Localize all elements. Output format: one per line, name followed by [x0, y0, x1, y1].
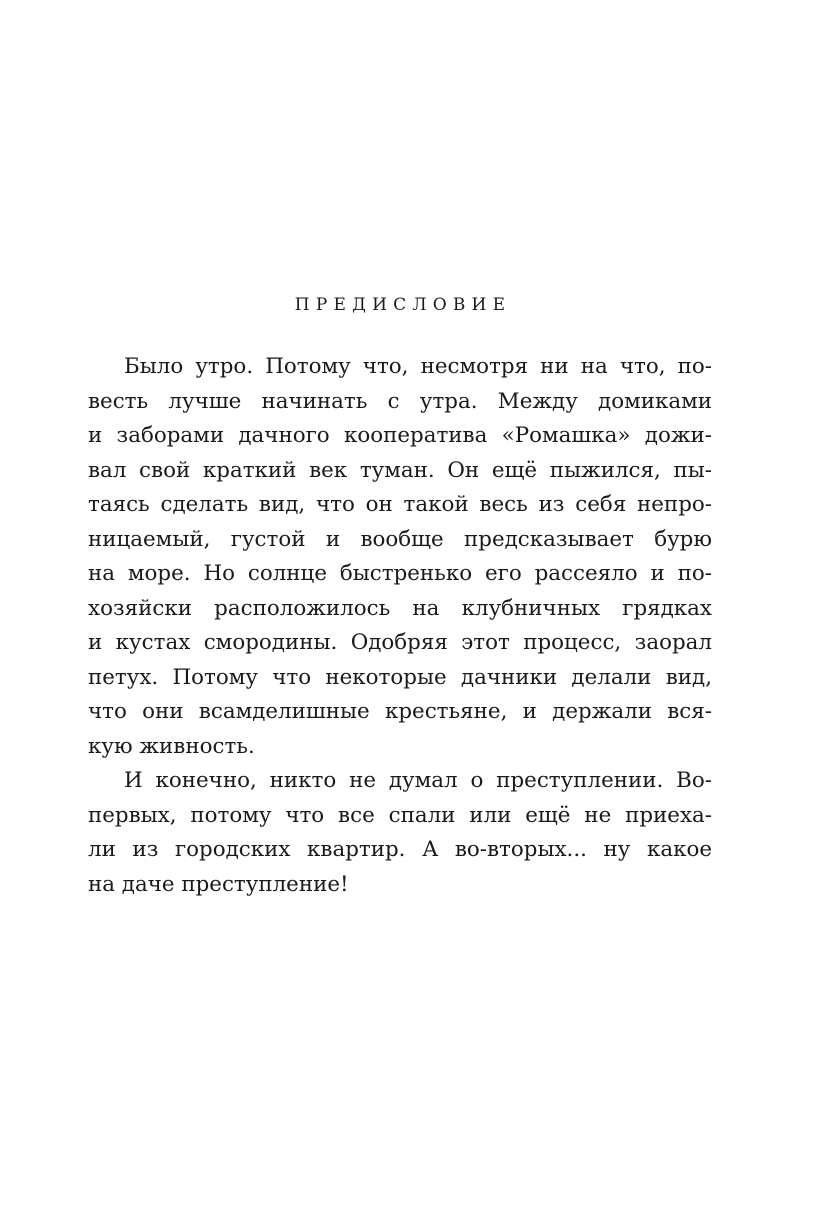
text-line: вал свой краткий век туман. Он ещё пыжился, пы- [88, 457, 712, 483]
paragraph [88, 350, 712, 764]
paragraph [88, 764, 712, 902]
text-line: на море. Но солнце быстренько его рассеяло и по- [88, 561, 712, 586]
text-line: кую живность. [88, 733, 255, 759]
text-line: ницаемый, густой и вообще предсказывает бурю [88, 526, 712, 552]
text-line: на даче преступление! [88, 871, 349, 897]
preface-text [88, 350, 712, 902]
text-line: что они всамделишные крестьяне, и держали вся- [88, 699, 712, 724]
text-line: весть лучше начинать с утра. Между домиками [88, 388, 712, 414]
text-line: И конечно, никто не думал о преступлении. Во- [124, 768, 712, 793]
text-line: первых, потому что все спали или ещё не приеха- [88, 802, 712, 828]
text-line: хозяйски расположилось на клубничных грядках [88, 595, 712, 621]
text-line: таясь сделать вид, что он такой весь из себя непро- [88, 492, 712, 517]
text-line: Было утро. Потому что, несмотря ни на что, по- [124, 354, 712, 379]
text-line: и заборами дачного кооператива «Ромашка» дожи- [88, 423, 712, 448]
text-line: и кустах смородины. Одобряя этот процесс, заорал [88, 630, 712, 655]
text-line: ли из городских квартир. А во-вторых... ну какое [88, 837, 712, 862]
chapter-heading: ПРЕДИСЛОВИЕ [294, 295, 512, 315]
text-line: петух. Потому что некоторые дачники делали вид, [88, 664, 712, 690]
